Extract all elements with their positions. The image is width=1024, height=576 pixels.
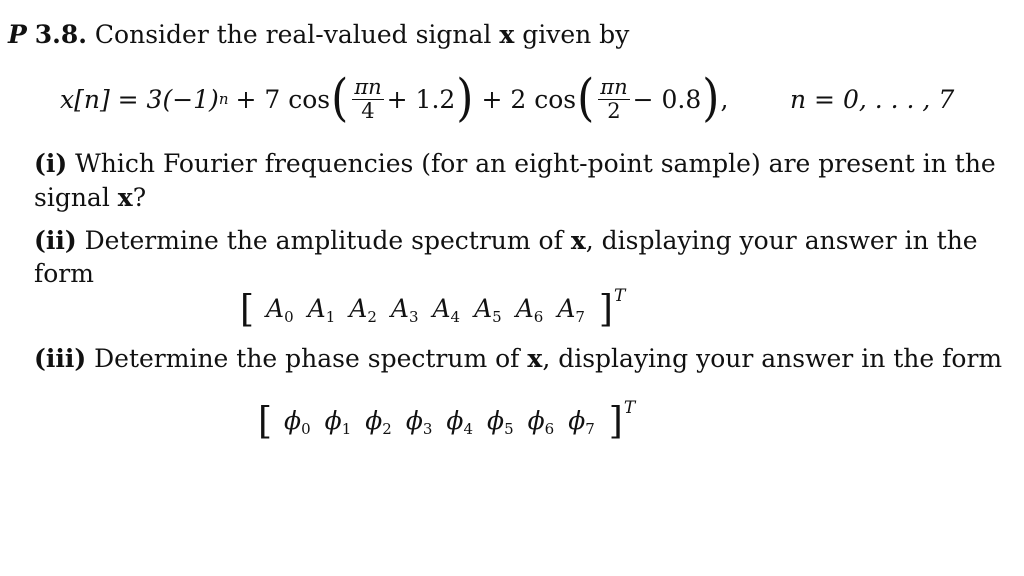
part-ii-text1a: Determine the amplitude spectrum of [84, 226, 563, 255]
part-ii-text1b: , displaying your answer in the [585, 226, 978, 255]
equation-term2-offset: + 1.2 [386, 84, 456, 114]
phase-vector-items [272, 406, 609, 438]
signal-equation [60, 64, 728, 134]
phase-component-2: $\phi_2$ [365, 406, 392, 438]
phase-component-6: $\phi_6$ [527, 406, 555, 438]
right-paren: ) [702, 69, 720, 128]
problem-heading [8, 20, 629, 50]
equation-comma: , [720, 84, 729, 114]
problem-number: 3.8. [34, 20, 87, 49]
left-bracket: [ [240, 287, 255, 331]
part-iii-line1 [34, 344, 1002, 374]
fraction1-numerator: πn [354, 74, 382, 99]
fraction2-denominator: 2 [607, 98, 621, 123]
amplitude-component-2: $A_2$ [349, 294, 377, 326]
part-i-symbol: x [117, 183, 133, 212]
equation-term3-offset: − 0.8 [632, 84, 702, 114]
part-iii-text1a: Determine the phase spectrum of [94, 344, 520, 373]
signal-symbol: x [499, 20, 515, 49]
right-bracket: ] [608, 399, 623, 443]
problem-intro-end: given by [522, 20, 630, 49]
amplitude-component-4: $A_4$ [432, 294, 461, 326]
problem-label: P [8, 20, 27, 49]
equation-term2-prefix: + 7 cos [235, 84, 331, 114]
part-iii-text1b: , displaying your answer in the form [542, 344, 1003, 373]
fraction-pi-n-over-4 [352, 76, 383, 123]
part-i-text2b: ? [132, 183, 147, 212]
part-ii-line1 [34, 226, 978, 256]
part-ii-line2: form [34, 259, 94, 288]
part-iii-symbol: x [527, 344, 543, 373]
amplitude-transpose: T [613, 286, 626, 306]
part-ii-label: (ii) [34, 226, 77, 255]
amplitude-vector-items [254, 294, 599, 326]
left-paren: ( [577, 69, 595, 128]
phase-component-1: $\phi_1$ [324, 406, 352, 438]
phase-vector [258, 398, 636, 443]
amplitude-component-5: $A_5$ [474, 294, 502, 326]
part-iii-label: (iii) [34, 344, 87, 373]
equation-range: n = 0, . . . , 7 [790, 85, 955, 114]
amplitude-component-6: $A_6$ [515, 294, 544, 326]
right-paren: ) [456, 69, 474, 128]
right-bracket: ] [598, 287, 613, 331]
phase-component-7: $\phi_7$ [568, 406, 595, 438]
amplitude-component-7: $A_7$ [557, 294, 585, 326]
phase-transpose: T [623, 398, 636, 418]
problem-intro: Consider the real-valued signal [94, 20, 492, 49]
fraction1-denominator: 4 [361, 98, 375, 123]
amplitude-component-3: $A_3$ [390, 294, 419, 326]
equation-term3-prefix: + 2 cos [481, 84, 577, 114]
fraction2-numerator: πn [600, 74, 628, 99]
part-i-text2a: signal [34, 183, 110, 212]
part-ii-symbol: x [570, 226, 586, 255]
amplitude-vector [240, 286, 626, 331]
left-paren: ( [331, 69, 349, 128]
part-i-label: (i) [34, 149, 68, 178]
amplitude-component-0: $A_0$ [266, 294, 294, 326]
phase-component-5: $\phi_5$ [487, 406, 514, 438]
part-i-line1 [34, 149, 996, 179]
phase-component-4: $\phi_4$ [446, 406, 474, 438]
part-i-text1: Which Fourier frequencies (for an eight-point sample) are present in the [75, 149, 996, 178]
amplitude-component-1: $A_1$ [307, 294, 336, 326]
part-i-line2 [34, 183, 146, 213]
equation-exponent: n [218, 90, 229, 108]
equation-lhs: x[n] = 3(−1) [60, 84, 219, 114]
phase-component-3: $\phi_3$ [405, 406, 433, 438]
left-bracket: [ [258, 399, 273, 443]
phase-component-0: $\phi_0$ [284, 406, 311, 438]
fraction-pi-n-over-2 [598, 76, 629, 123]
